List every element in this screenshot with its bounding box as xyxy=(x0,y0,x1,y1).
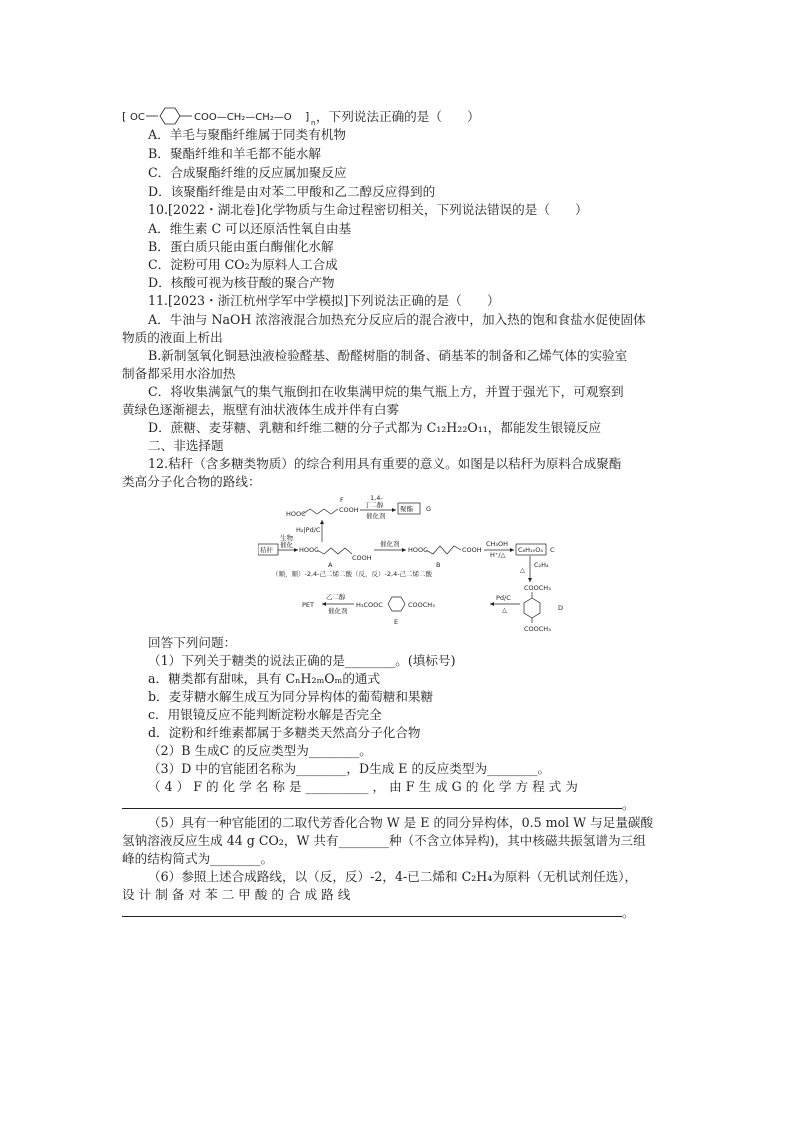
B-hooc: HOOC xyxy=(408,546,428,554)
C-formula: C₈H₁₀O₄ xyxy=(518,546,543,554)
q11-stem: 11.[2023・浙江杭州学军中学模拟]下列说法正确的是（ ） xyxy=(148,293,500,308)
svg-text:1,4-: 1,4- xyxy=(370,494,383,502)
q12-part5-line1: （5）具有一种官能团的二取代芳香化合物 W 是 E 的同分异构体，0.5 mol W 与足量碳酸 xyxy=(148,815,654,830)
D-cooch3-top: COOCH₃ xyxy=(524,584,551,592)
synthesis-route-diagram xyxy=(258,492,608,634)
straw-label: 秸秆 xyxy=(260,546,273,554)
q11-option-b-line2: 制备都采用水浴加热 xyxy=(122,366,236,381)
q10-option-d: D．核酸可视为核苷酸的聚合产物 xyxy=(148,275,335,290)
svg-text:催化剂: 催化剂 xyxy=(328,607,348,615)
B-chain xyxy=(426,546,461,554)
label-C: C xyxy=(550,546,555,554)
q12-part1-d: d．淀粉和纤维素都属于多糖类天然高分子化合物 xyxy=(148,725,421,740)
svg-text:生物: 生物 xyxy=(280,534,293,542)
q10-option-b: B．蛋白质只能由蛋白酶催化水解 xyxy=(148,239,334,254)
q12-part3: （3）D 中的官能团名称为________，D生成 E 的反应类型为________。 xyxy=(148,761,551,776)
A-chain xyxy=(317,548,352,554)
A-hooc: HOOC xyxy=(299,546,319,554)
q9-option-a: A．羊毛与聚酯纤维属于同类有机物 xyxy=(148,127,347,142)
A-cooh: COOH xyxy=(352,554,372,562)
answer-blank[interactable] xyxy=(122,796,622,809)
F-hooc: HOOC xyxy=(286,510,306,518)
svg-text:CH₃OH: CH₃OH xyxy=(486,540,509,548)
q11-option-a-line2: 物质的液面上析出 xyxy=(122,330,223,345)
q12-part6-line1: （6）参照上述合成路线，以（反，反）-2，4-已二烯和 C₂H₄为原料（无机试剂任选）， xyxy=(148,869,638,884)
q12-part1-b: b．麦芽糖水解生成互为同分异构体的葡萄糖和果糖 xyxy=(148,689,434,704)
PET-label: PET xyxy=(302,601,314,609)
A-isomer-names: （顺，顺）-2,4-己二烯二酸（反，反）-2,4-己二烯二酸 xyxy=(272,570,433,578)
F-chain xyxy=(303,509,338,514)
svg-text:H₂|Pd/C: H₂|Pd/C xyxy=(296,526,321,534)
svg-text:Pd/C: Pd/C xyxy=(496,594,511,602)
label-G: G xyxy=(426,505,432,513)
D-cooch3-bottom: COOCH₃ xyxy=(524,625,551,633)
q11-option-a-line1: A．牛油与 NaOH 浓溶液混合加热充分反应后的混合液中，加入热的饱和食盐水促使固体 xyxy=(148,312,646,327)
formula-oc: OC xyxy=(130,112,145,123)
label-E: E xyxy=(394,618,399,626)
svg-text:催化: 催化 xyxy=(280,541,293,549)
q11-option-b-line1: B.新制氢氧化铜悬浊液检验醛基、酚醛树脂的制备、硝基苯的制备和乙烯气体的实验室 xyxy=(148,348,628,363)
q12-part4-answer-line: 。 xyxy=(122,796,635,814)
E-ring-icon xyxy=(388,597,405,611)
label-D: D xyxy=(558,604,564,612)
label-A: A xyxy=(328,561,333,569)
q10-stem: 10.[2022・湖北卷]化学物质与生命过程密切相关，下列说法错误的是（ ） xyxy=(148,202,588,217)
q12-part4: （ 4 ） F 的 化 学 名 称 是 __________ ， 由 F 生 成 G 的 化 学 方 程 式 为 xyxy=(148,779,578,794)
q12-part5-line2: 氢钠溶液反应生成 44 g CO₂，W 共有________种（不含立体异构)，其中核磁共振氢谱为三组 xyxy=(122,833,646,848)
q9-option-d: D．该聚酯纤维是由对苯二甲酸和乙二醇反应得到的 xyxy=(148,184,436,199)
polyester-label: 聚酯 xyxy=(400,505,413,513)
svg-text:C₂H₄: C₂H₄ xyxy=(534,561,549,569)
q12-part6-answer-line: 。 xyxy=(122,904,635,922)
svg-text:]: ] xyxy=(305,110,310,123)
q10-option-a: A．维生素 C 可以还原活性氧自由基 xyxy=(148,221,352,236)
q11-option-d: D．蔗糖、麦芽糖、乳糖和纤维二糖的分子式都为 C₁₂H₂₂O₁₁，都能发生银镜反应 xyxy=(148,420,602,435)
q12-part6-line2: 设 计 制 备 对 苯 二 甲 酸 的 合 成 路 线 xyxy=(122,887,351,902)
q11-option-c-line1: C．将收集满氯气的集气瓶倒扣在收集满甲烷的集气瓶上方，并置于强光下，可观察到 xyxy=(148,384,624,399)
F-cooh: COOH xyxy=(339,506,359,514)
section-heading: 二、非选择题 xyxy=(148,438,224,453)
q12-part1-c: c．用银镜反应不能判断淀粉水解是否完全 xyxy=(148,707,382,722)
answer-intro: 回答下列问题： xyxy=(148,635,237,650)
q9-suffix: ，下列说法正确的是（ ） xyxy=(316,109,480,124)
q12-part5-line3: 峰的结构简式为________。 xyxy=(122,851,274,866)
butanediol-label: 丁二醇 xyxy=(364,501,384,509)
E-cooch3: COOCH₃ xyxy=(408,601,435,609)
formula-coo: COO—CH₂—CH₂—O xyxy=(194,112,292,123)
svg-text:催化剂: 催化剂 xyxy=(380,540,400,548)
B-cooh: COOH xyxy=(462,546,482,554)
benzene-ring-icon xyxy=(160,108,180,124)
q9-option-c: C．合成聚酯纤维的反应属加聚反应 xyxy=(148,165,347,180)
svg-text:催化剂: 催化剂 xyxy=(366,512,386,520)
svg-text:△: △ xyxy=(520,566,525,574)
q9-option-b: B．聚酯纤维和羊毛都不能水解 xyxy=(148,146,321,161)
answer-blank[interactable] xyxy=(122,904,622,917)
q12-part1-a: a．糖类都有甜味，具有 CₙH₂ₘOₘ的通式 xyxy=(148,671,381,686)
q12-part1: （1）下列关于糖类的说法正确的是________。(填标号) xyxy=(148,653,456,668)
E-h3cooc: H₃COOC xyxy=(356,601,383,609)
D-ring-icon xyxy=(524,598,540,618)
q12-stem-line2: 类高分子化合物的路线： xyxy=(122,474,261,489)
svg-text:乙二醇: 乙二醇 xyxy=(326,593,346,601)
q11-option-c-line2: 黄绿色逐渐褪去，瓶壁有油状液体生成并伴有白雾 xyxy=(122,402,400,417)
q10-option-c: C．淀粉可用 CO₂为原料人工合成 xyxy=(148,257,338,272)
formula-left-bracket: [ xyxy=(122,110,127,123)
svg-text:H⁺/△: H⁺/△ xyxy=(490,551,506,559)
q12-part2: （2）B 生成C 的反应类型为________。 xyxy=(148,743,372,758)
formula-n: n xyxy=(311,119,316,127)
q12-stem-line1: 12.秸秆（含多糖类物质）的综合利用具有重要的意义。如图是以秸秆为原料合成聚酯 xyxy=(148,456,622,471)
svg-text:△: △ xyxy=(502,606,507,614)
label-B: B xyxy=(436,561,441,569)
label-F: F xyxy=(340,496,344,504)
